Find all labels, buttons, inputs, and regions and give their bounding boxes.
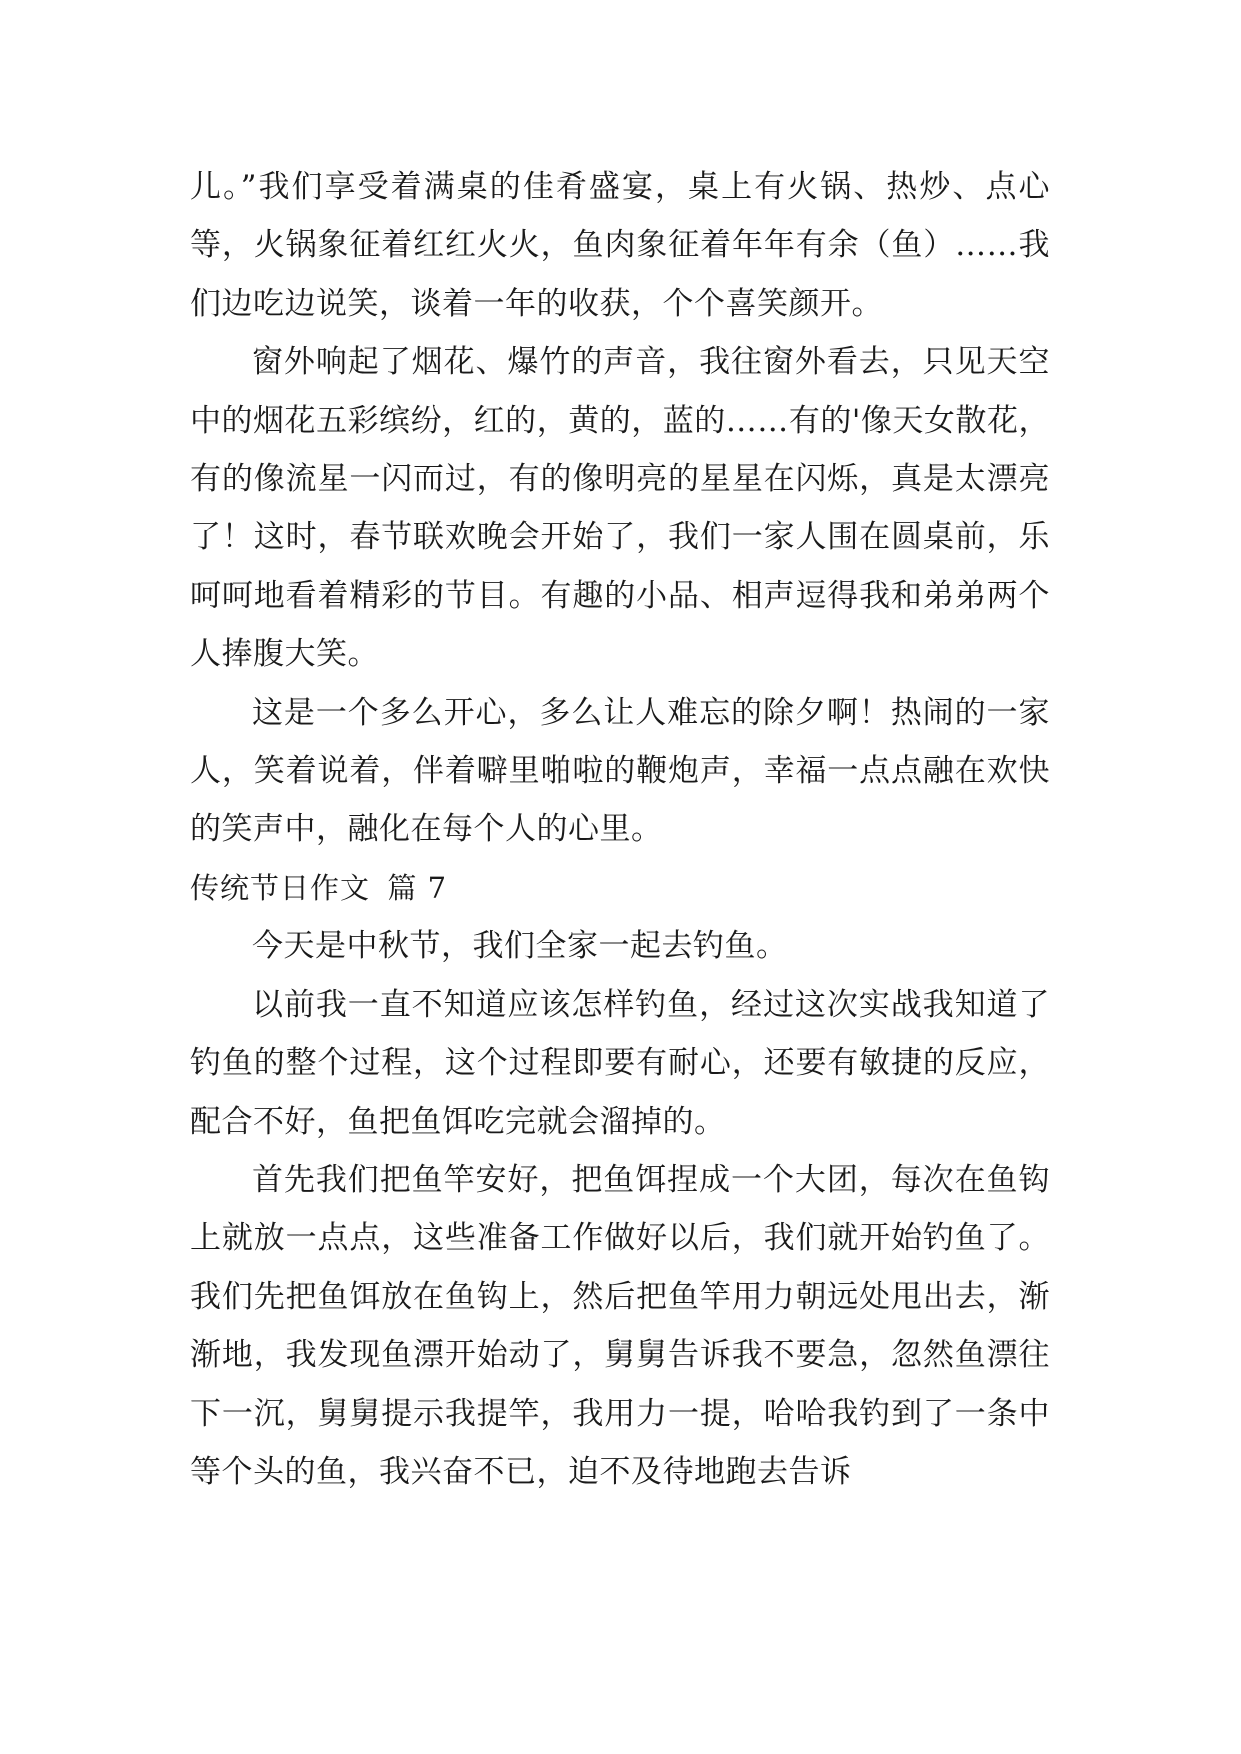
- paragraph-fishing-process: 首先我们把鱼竿安好，把鱼饵捏成一个大团，每次在鱼钩上就放一点点，这些准备工作做好以后，我们就开始钓鱼了。我们先把鱼饵放在鱼钩上，然后把鱼竿用力朝远处甩出去，渐渐地，我发现鱼漂开始动了，舅舅告诉我不要急，忽然鱼漂往下一沉，舅舅提示我提竿，我用力一提，哈哈我钓到了一条中等个头的鱼，我兴奋不已，迫不及待地跑去告诉: [190, 1161, 1050, 1490]
- paragraph-new-year-eve: 这是一个多么开心，多么让人难忘的除夕啊！热闹的一家人，笑着说着，伴着噼里啪啦的鞭炮声，幸福一点点融在欢快的笑声中，融化在每个人的心里。: [190, 694, 1050, 848]
- section-heading: [190, 859, 1050, 917]
- paragraph-learning-fishing: 以前我一直不知道应该怎样钓鱼，经过这次实战我知道了钓鱼的整个过程，这个过程即要有耐心，还要有敏捷的反应，配合不好，鱼把鱼饵吃完就会溜掉的。: [190, 986, 1050, 1140]
- section-title: 传统节日作文: [190, 870, 371, 905]
- document-page: [190, 158, 1050, 1501]
- section-number: 篇 7: [387, 870, 448, 905]
- paragraph-fireworks: 窗外响起了烟花、爆竹的声音，我往窗外看去，只见天空中的烟花五彩缤纷，红的，黄的，蓝的……有的'像天女散花，有的像流星一闪而过，有的像明亮的星星在闪烁，真是太漂亮了！这时，春节联欢晚会开始了，我们一家人围在圆桌前，乐呵呵地看着精彩的节目。有趣的小品、相声逗得我和弟弟两个人捧腹大笑。: [190, 344, 1050, 673]
- paragraph-continued: 儿。”我们享受着满桌的佳肴盛宴，桌上有火锅、热炒、点心等，火锅象征着红红火火，鱼肉象征着年年有余（鱼）……我们边吃边说笑，谈着一年的收获，个个喜笑颜开。: [190, 169, 1050, 322]
- paragraph-mid-autumn: 今天是中秋节，我们全家一起去钓鱼。: [252, 928, 788, 965]
